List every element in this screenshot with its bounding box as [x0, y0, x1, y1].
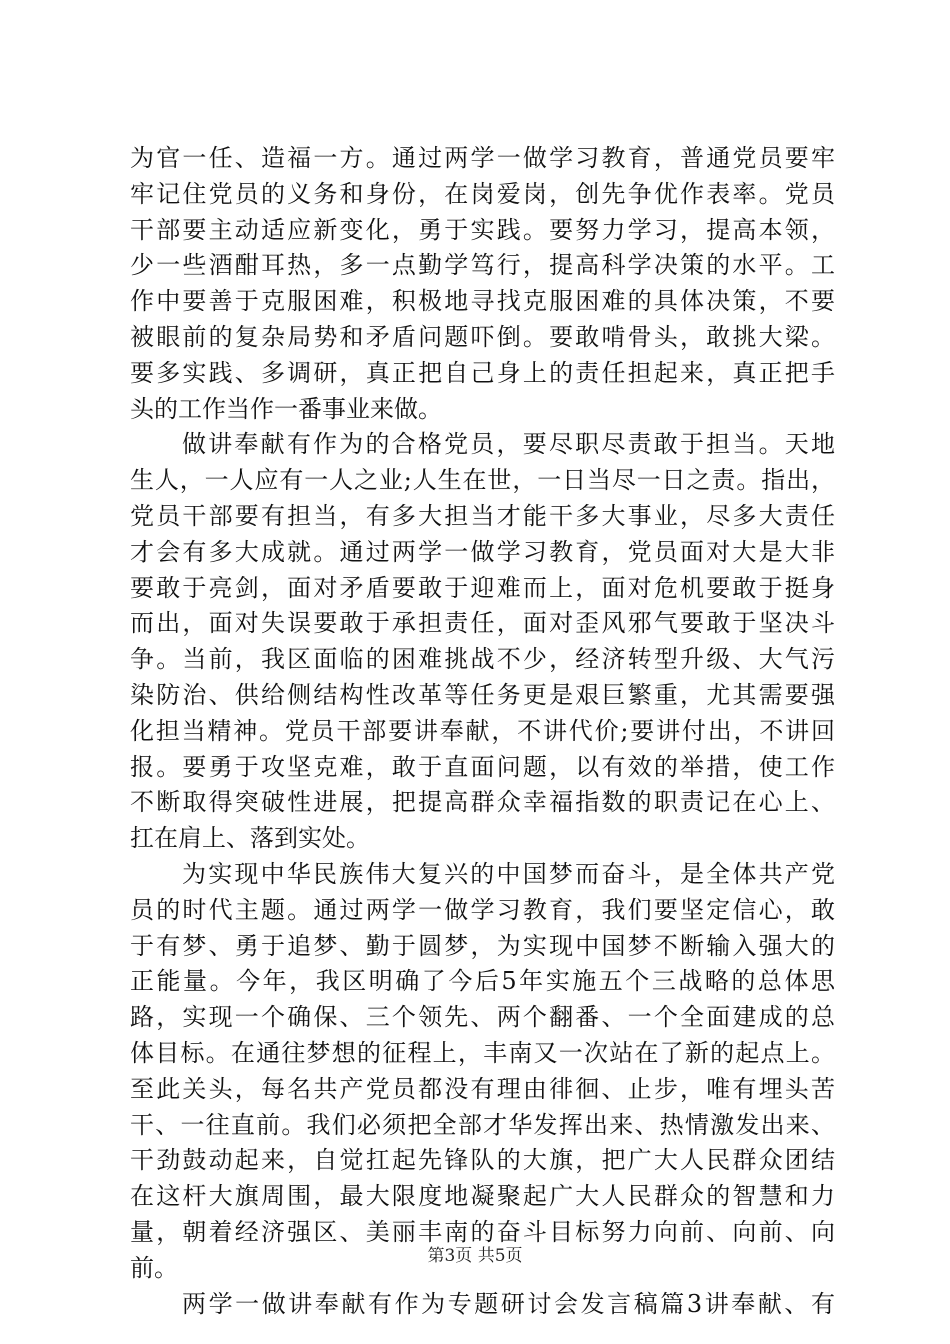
text-line: 才会有多大成就。通过两学一做学习教育，党员面对大是大非 [130, 537, 835, 566]
text-line: 少一些酒酣耳热，多一点勤学笃行，提高科学决策的水平。工 [130, 251, 835, 280]
text-line: 为官一任、造福一方。通过两学一做学习教育，普通党员要牢 [130, 144, 835, 172]
text-line: 要多实践、多调研，真正把自己身上的责任担起来，真正把手 [130, 358, 835, 387]
text-line: 干、一往直前。我们必须把全部才华发挥出来、热情激发出来、 [130, 1110, 835, 1139]
document-body [130, 141, 835, 1322]
text-line: 党员干部要有担当，有多大担当才能干多大事业，尽多大责任 [130, 501, 835, 530]
text-line: 干部要主动适应新变化，勇于实践。要努力学习，提高本领， [130, 215, 835, 244]
text-line: 为实现中华民族伟大复兴的中国梦而奋斗，是全体共产党 [182, 859, 835, 888]
text-line: 化担当精神。党员干部要讲奉献，不讲代价;要讲付出，不讲回 [130, 716, 835, 745]
paragraph [130, 141, 835, 427]
text-line: 争。当前，我区面临的困难挑战不少，经济转型升级、大气污 [130, 645, 835, 674]
text-line: 被眼前的复杂局势和矛盾问题吓倒。要敢啃骨头，敢挑大梁。 [130, 322, 835, 351]
text-line: 生人，一人应有一人之业;人生在世，一日当尽一日之责。指出， [130, 466, 835, 495]
text-line: 做讲奉献有作为的合格党员，要尽职尽责敢于担当。天地 [182, 430, 835, 459]
text-line: 染防治、供给侧结构性改革等任务更是艰巨繁重，尤其需要强 [130, 680, 835, 709]
text-line: 报。要勇于攻坚克难，敢于直面问题，以有效的举措，使工作 [130, 752, 835, 781]
text-line: 体目标。在通往梦想的征程上，丰南又一次站在了新的起点上。 [130, 1038, 835, 1067]
text-line: 路，实现一个确保、三个领先、两个翻番、一个全面建成的总 [130, 1003, 835, 1032]
text-line: 正能量。今年，我区明确了今后5年实施五个三战略的总体思 [130, 967, 835, 996]
text-line: 至此关头，每名共产党员都没有理由徘徊、止步，唯有埋头苦 [130, 1074, 835, 1103]
paragraph [130, 427, 835, 857]
paragraph [130, 857, 835, 1287]
paragraph [130, 1287, 835, 1323]
text-line: 量，朝着经济强区、美丽丰南的奋斗目标努力向前、向前、向 [130, 1217, 835, 1246]
text-line: 要敢于亮剑，面对矛盾要敢于迎难而上，面对危机要敢于挺身 [130, 573, 835, 602]
text-line: 员的时代主题。通过两学一做学习教育，我们要坚定信心，敢 [130, 895, 835, 924]
text-line: 作中要善于克服困难，积极地寻找克服困难的具体决策，不要 [130, 287, 835, 316]
page-footer: 第3页 共5页 [427, 1246, 523, 1266]
text-line: 干劲鼓动起来，自觉扛起先锋队的大旗，把广大人民群众团结 [130, 1146, 835, 1175]
text-line: 头的工作当作一番事业来做。 [130, 394, 442, 423]
text-line: 牢记住党员的义务和身份，在岗爱岗，创先争优作表率。党员 [130, 179, 835, 208]
text-line: 在这杆大旗周围，最大限度地凝聚起广大人民群众的智慧和力 [130, 1182, 835, 1211]
text-line: 于有梦、勇于追梦、勤于圆梦，为实现中国梦不断输入强大的 [130, 931, 835, 960]
text-line: 而出，面对失误要敢于承担责任，面对歪风邪气要敢于坚决斗 [130, 609, 835, 638]
text-line: 扛在肩上、落到实处。 [130, 824, 370, 853]
text-line: 前。 [130, 1253, 178, 1282]
text-line: 不断取得突破性进展，把提高群众幸福指数的职责记在心上、 [130, 788, 835, 817]
text-line: 两学一做讲奉献有作为专题研讨会发言稿篇3讲奉献、有 [182, 1289, 835, 1318]
